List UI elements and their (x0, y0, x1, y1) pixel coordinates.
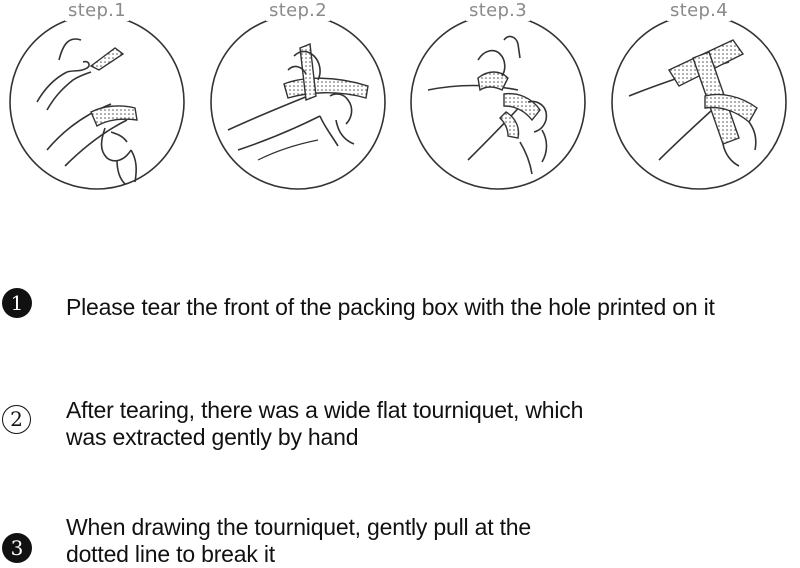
extract-tourniquet-icon (208, 0, 388, 200)
instruction-text (66, 294, 715, 321)
tear-box-icon (7, 0, 187, 200)
instruction-line: dotted line to break it (66, 541, 275, 567)
step-3 (408, 0, 588, 200)
instruction-line: was extracted gently by hand (66, 424, 359, 450)
step-label: step.1 (7, 0, 187, 22)
instruction-line: Please tear the front of the packing box with the hole printed on it (66, 294, 715, 320)
step-label: step.4 (609, 0, 789, 22)
apply-cross-tourniquet-icon (609, 0, 789, 200)
step-1 (7, 0, 187, 200)
instruction-line: After tearing, there was a wide flat tourniquet, which (66, 397, 584, 423)
pull-dotted-line-icon (408, 0, 588, 200)
step-label: step.3 (408, 0, 588, 22)
instruction-line: When drawing the tourniquet, gently pull at the (66, 514, 531, 540)
step-number-badge: 3 (2, 533, 32, 563)
step-number-badge: 1 (2, 288, 32, 318)
step-4 (609, 0, 789, 200)
step-number-badge: 2 (2, 405, 31, 434)
instruction-text (66, 514, 531, 568)
instruction-text (66, 397, 583, 451)
step-label: step.2 (208, 0, 388, 22)
step-2 (208, 0, 388, 200)
steps-row (0, 0, 800, 200)
